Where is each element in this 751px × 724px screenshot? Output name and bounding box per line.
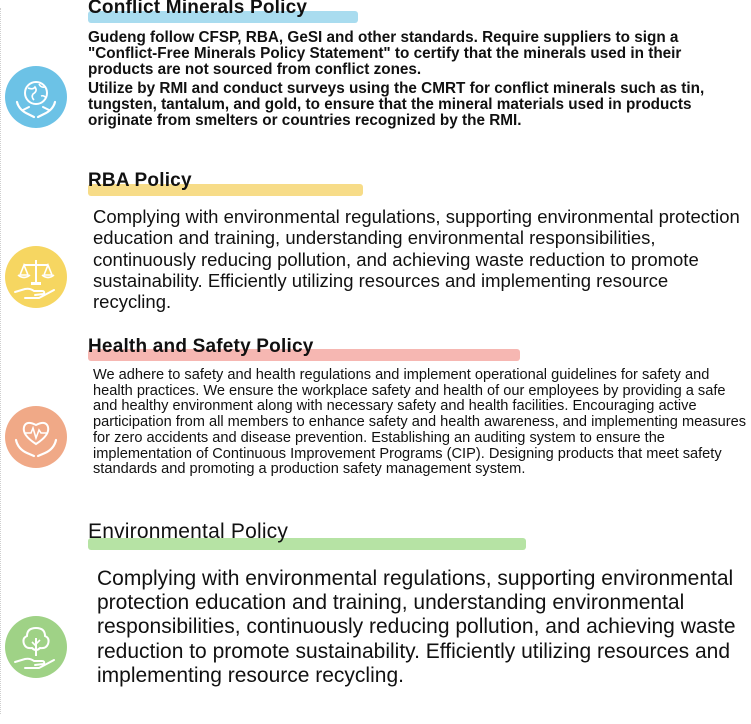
section-body (97, 567, 749, 688)
paragraph: Complying with environmental regulations, supporting environmental protection education and training, understanding environmental responsibilities, continuously reducing pollution, and achieving waste reduction to promote sustainability. Efficiently utilizing resources and implementing resource recycling. (97, 567, 736, 687)
section-body (93, 368, 749, 478)
section-title: Conflict Minerals Policy (88, 0, 308, 18)
paragraph: We adhere to safety and health regulations and implement operational guidelines for safety and health practices. We ensure the workplace safety and health of our employees by providing a safe and healthy environment along with necessary safety and health facilities. Encouraging active participation from all members to enhance safety and health awareness, and implementing measures for zero accidents and disease prevention. Establishing an auditing system to ensure the implementation of Continuous Improvement Programs (CIP). Designing products that meet safety standards and promoting a production safety management system. (93, 367, 747, 478)
balance-scale-hand-icon (5, 246, 67, 308)
conflict-minerals-section (0, 0, 751, 170)
rba-policy-section (0, 170, 751, 335)
paragraph: Gudeng follow CFSP, RBA, GeSI and other standards. Require suppliers to sign a "Conflict-Free Minerals Policy Statement" to certify that the minerals used in their products are not sourced from conflict zones. (88, 29, 682, 79)
health-safety-section (0, 335, 751, 520)
section-title: Environmental Policy (88, 520, 289, 543)
paragraph: Utilize by RMI and conduct surveys using the CMRT for conflict minerals such as tin, tungsten, tantalum, and gold, to ensure that the mineral materials used in products originate from smelters or countries recognized by the RMI. (88, 80, 705, 130)
section-body (88, 30, 748, 130)
section-title: Health and Safety Policy (88, 336, 314, 357)
globe-hands-icon (5, 66, 67, 128)
heartbeat-hands-icon (5, 406, 67, 468)
section-title: RBA Policy (88, 170, 192, 191)
paragraph: Complying with environmental regulations, supporting environmental protection education and training, understanding environmental responsibilities, continuously reducing pollution, and achieving waste reduction to promote sustainability. Efficiently utilizing resources and implementing resource recycling. (93, 206, 740, 313)
tree-hand-icon (5, 616, 67, 678)
section-body (93, 206, 749, 312)
environmental-policy-section (0, 520, 751, 724)
